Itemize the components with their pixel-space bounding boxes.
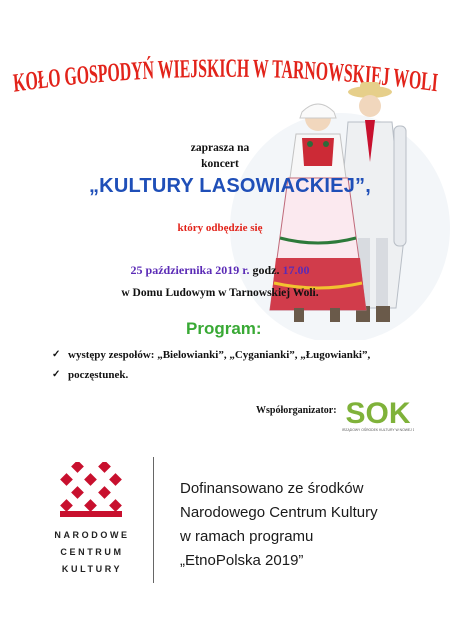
poster-title: KOŁO GOSPODYŃ WIEJSKICH W TARNOWSKIEJ WOLI [12,54,442,99]
folk-couple-illustration [210,78,450,340]
event-place: w Domu Ludowym w Tarnowskiej Woli. [121,287,319,299]
ncc-logo-icon [58,462,124,518]
program-heading: Program: [186,319,262,338]
event-time-label: godz. [252,263,280,277]
sok-logo-text: SOK [345,397,411,430]
funding-note: Dofinansowano ze środków Narodowego Centrum Kultury w ramach programu „EtnoPolska 2019” [180,480,378,569]
event-headline: „KULTURY LASOWIACKIEJ”, [88,175,371,197]
event-subtitle: który odbędzie się [177,222,263,234]
sok-logo [342,396,414,436]
event-date: 25 października 2019 r. [130,263,250,277]
event-date-time [60,263,380,278]
program-item: ✓ poczęstunek. [52,369,129,381]
invite-line-2: koncert [201,158,239,170]
event-time: 17.00 [282,263,310,277]
ncc-wordmark: NARODOWE CENTRUM KULTURY [54,530,130,574]
coorganizer-label: Współorganizator: [256,405,337,416]
check-icon: ✓ [52,349,61,360]
check-icon: ✓ [52,369,61,380]
program-item: ✓ występy zespołów: „Bielowianki”, „Cyganianki”, „Ługowianki”, [52,349,371,361]
vertical-divider [153,457,154,583]
program-list [52,348,372,382]
sok-logo-caption: RZĄDOWY OŚRODEK KULTURY W NOWEJ [342,428,412,432]
invite-line-1: zaprasza na [190,142,250,154]
